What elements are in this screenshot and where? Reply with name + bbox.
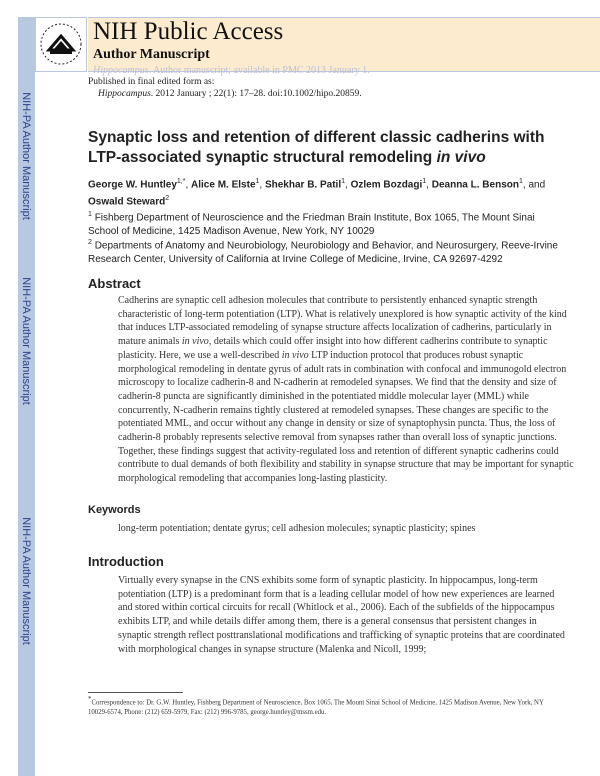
abstract-body (118, 294, 576, 486)
affiliation-text: Departments of Anatomy and Neurobiology, Neurobiology and Behavior, and Neurosurgery, Reeve-Irvine Research Center, University of California at Irvine College of Medicine, Irvine, CA 92697-4292 (88, 240, 558, 266)
introduction-heading: Introduction (88, 554, 164, 569)
author-sup: 1 (255, 178, 260, 185)
author-name: George W. Huntley (88, 179, 177, 191)
title-italic: in vivo (436, 149, 486, 166)
abstract-italic: in vivo (181, 336, 209, 348)
title-text: Synaptic loss and retention of different classic cadherins with LTP-associated synaptic structural remodeling (88, 129, 545, 166)
introduction-body: Virtually every synapse in the CNS exhibits some form of synaptic plasticity. In hippocampus, long-term potentiation (LTP) is a predominant form that is a leading cellular model of how new experiences are learned and stored within cortical circuits for recall (Whitlock et al., 2006). Each of the subfields of the hippocampus exhibits LTP, and while details differ among them, there is a general consensus that persistent changes in synaptic strength reflect posttranslational modifications and trafficking of synaptic proteins that are coordinated with morphological changes in synapse structure (Malenka and Nicoll, 1999; (118, 575, 565, 655)
abstract-text: Cadherins are synaptic cell adhesion molecules that contribute to persistently enhanced synaptic strength characteristic of long-term potentiation (LTP). What is relatively unexplored is how synaptic activity of the kind that induces LTP-associated remodeling of synapse structure affects localization of cadherins, particularly in mature animals (118, 295, 567, 348)
author-sup: 2 (165, 195, 170, 203)
banner-title: NIH Public Access (93, 18, 284, 45)
abstract-italic: in vivo (281, 349, 309, 361)
footnote-divider (88, 692, 183, 693)
keywords-heading: Keywords (88, 504, 141, 516)
banner-subtitle: Author Manuscript (93, 47, 210, 62)
author-name: Deanna L. Benson (431, 179, 519, 191)
and-text: and (528, 179, 546, 191)
author-list: George W. Huntley$^{1,*}$, Alice M. Elste$^1$, Shekhar B. Patil$^1$, Ozlem Bozdagi$^1$, Deanna L. Benson$^1$, and Oswald Steward$^2$ (88, 178, 546, 208)
abstract-text: LTP induction protocol that produces robust synaptic morphological remodeling in dentate gyrus of adult rats in combination with confocal and immunogold electron microscopy to localize cadherin-8 and N-cadherin at remodeled synapses. We find that the density and size of cadherin-8 puncta are significantly diminished in the potentiated middle molecular layer (MML) while concurrently, N-cadherin remains tightly clustered at remodeled synapses. These changes are specific to the potentiated MML, and occur without any change in density or size of synaptophysin puncta. Thus, the loss of cadherin-8 probably represents selective removal from synapses rather than overall loss of synaptic junctions. Together, these findings suggest that activity-regulated loss and retention of different synaptic cadherins could contribute to dual demands of both flexibility and stability in synapse structure that may be important for synaptic morphological remodeling that accompanies long-lasting plasticity. (118, 349, 574, 485)
availability-text: . Author manuscript; available in PMC 2013 January 1. (148, 65, 370, 76)
nih-banner (88, 17, 600, 76)
footnote-mark: * (88, 695, 92, 703)
journal-name: Hippocampus (93, 65, 149, 76)
author-sup: 1,* (176, 178, 186, 185)
sidebar-label: NIH-PA Author Manuscript (20, 277, 32, 405)
affiliation-1 (88, 208, 558, 239)
author-name: Ozlem Bozdagi (350, 179, 423, 191)
availability-note (93, 65, 370, 76)
author-name: Shekhar B. Patil (264, 179, 342, 191)
author-sup: 1 (518, 178, 523, 185)
footnote-text: Correspondence to: Dr. G.W. Huntley, Fishberg Department of Neuroscience, Box 1065, The Mount Sinai School of Medicine, 1425 Madison Avenue, New York, NY 10029-6574, Phone: (212) 659-5979, Fax: (212) 996-9785, george.huntley@mssm.edu. (88, 699, 544, 716)
citation-text: . 2012 January ; 22(1): 17–28. doi:10.1002/hipo.20859. (150, 89, 362, 99)
published-label: Published in final edited form as: (88, 77, 215, 87)
affiliation-2 (88, 236, 558, 267)
author-name: Oswald Steward (88, 196, 166, 208)
author-name: Alice M. Elste (191, 179, 256, 191)
affiliation-num: 2 (88, 239, 92, 246)
sidebar-label: NIH-PA Author Manuscript (20, 92, 32, 220)
keywords-list: long-term potentiation; dentate gyrus; cell adhesion molecules; synaptic plasticity; spines (118, 523, 476, 534)
article-title (88, 128, 558, 168)
citation-journal: Hippocampus (98, 89, 151, 99)
abstract-text: , details which could offer insight into how different cadherins contribute to synaptic plasticity. Here, we use a well-described (118, 336, 548, 361)
author-sup: 1 (422, 178, 427, 185)
nih-logo (35, 17, 87, 72)
citation (98, 89, 362, 99)
footnote (88, 695, 558, 717)
nih-seal-icon (36, 18, 86, 71)
abstract-heading: Abstract (88, 276, 141, 291)
affiliation-num: 1 (88, 211, 92, 218)
sidebar-label: NIH-PA Author Manuscript (20, 517, 32, 645)
affiliation-text: Fishberg Department of Neuroscience and the Friedman Brain Institute, Box 1065, The Mount Sinai School of Medicine, 1425 Madison Avenue, New York, NY 10029 (88, 212, 535, 238)
author-sup: 1 (341, 178, 346, 185)
